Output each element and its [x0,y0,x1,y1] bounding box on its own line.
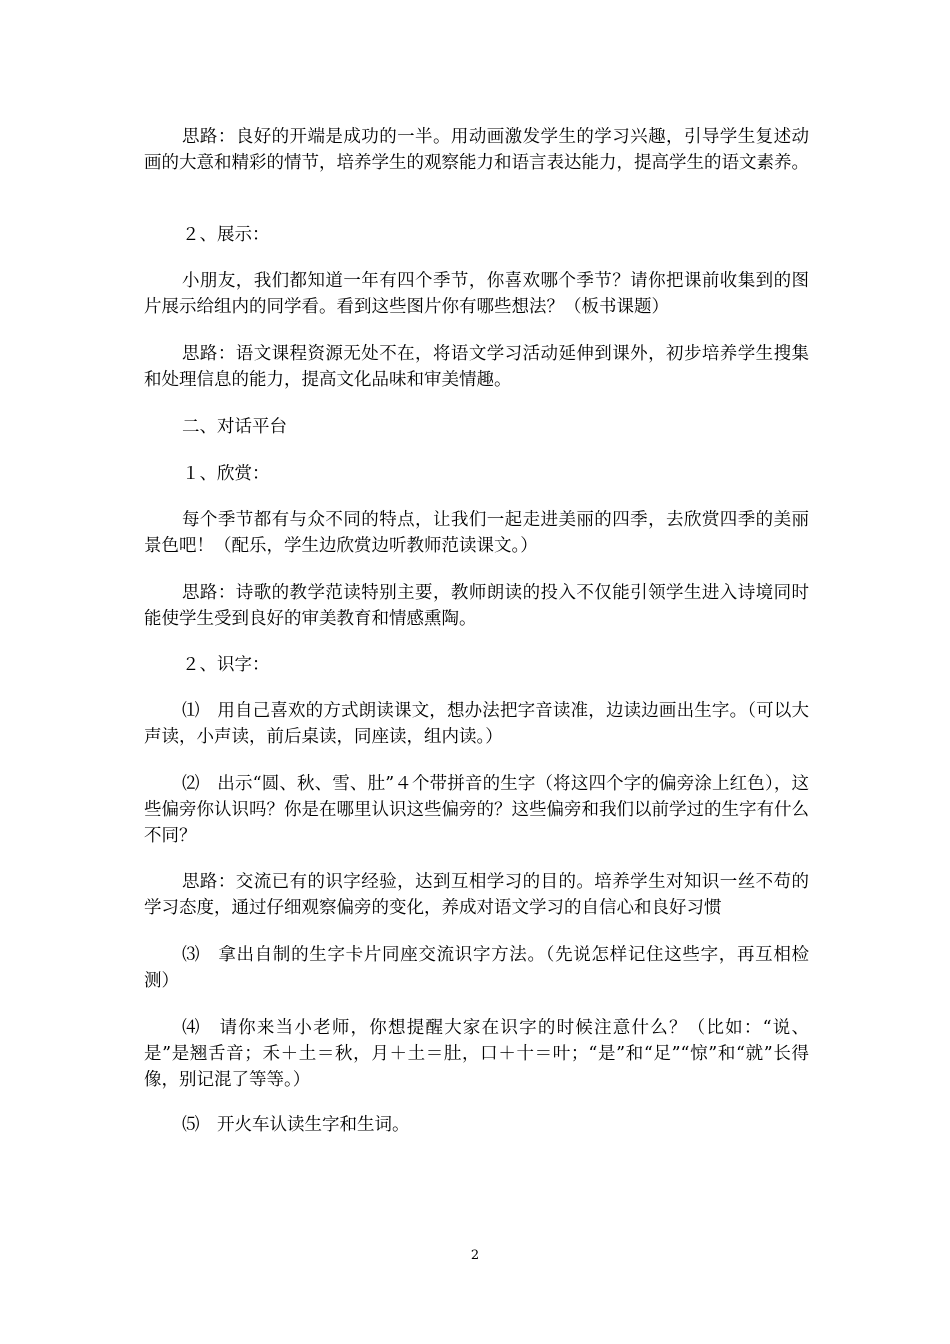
heading-dialogue-platform: 二、对话平台 [182,417,287,437]
paragraph-thinking-3: 思路：诗歌的教学范读特别主要，教师朗读的投入不仅能引领学生进入诗境同时能使学生受到良好的审美教育和情感熏陶。 [144,583,809,629]
paragraph-appreciate-seasons: 每个季节都有与众不同的特点，让我们一起走进美丽的四季，去欣赏四季的美丽景色吧！（配乐，学生边欣赏边听教师范读课文。） [144,510,809,556]
paragraph-thinking-2: 思路：语文课程资源无处不在，将语文学习活动延伸到课外，初步培养学生搜集和处理信息的能力，提高文化品味和审美情趣。 [144,344,809,390]
paragraph-step-2: ⑵ 出示“圆、秋、雪、肚”４个带拼音的生字（将这四个字的偏旁涂上红色），这些偏旁你认识吗？你是在哪里认识这些偏旁的？这些偏旁和我们以前学过的生字有什么不同？ [144,774,809,846]
paragraph-thinking-4: 思路：交流已有的识字经验，达到互相学习的目的。培养学生对知识一丝不苟的学习态度，通过仔细观察偏旁的变化，养成对语文学习的自信心和良好习惯 [144,872,809,918]
heading-literacy: ２、识字： [182,655,270,675]
paragraph-seasons-question: 小朋友，我们都知道一年有四个季节，你喜欢哪个季节？请你把课前收集到的图片展示给组内的同学看。看到这些图片你有哪些想法？（板书课题） [144,271,809,317]
paragraph-step-1: ⑴ 用自己喜欢的方式朗读课文，想办法把字音读准，边读边画出生字。（可以大声读，小声读，前后桌读，同座读，组内读。） [144,701,809,747]
page-number: 2 [470,1248,480,1263]
heading-display: ２、展示： [182,225,270,245]
paragraph-step-3: ⑶ 拿出自制的生字卡片同座交流识字方法。（先说怎样记住这些字，再互相检测） [144,945,809,991]
paragraph-step-5: ⑸ 开火车认读生字和生词。 [182,1115,410,1135]
heading-appreciate: １、欣赏： [182,464,270,484]
paragraph-thinking-1: 思路：良好的开端是成功的一半。用动画激发学生的学习兴趣，引导学生复述动画的大意和精彩的情节，培养学生的观察能力和语言表达能力，提高学生的语文素养。 [144,127,809,173]
paragraph-step-4: ⑷ 请你来当小老师，你想提醒大家在识字的时候注意什么？（比如：“说、是”是翘舌音；禾＋土＝秋，月＋土＝肚，口＋十＝叶；“是”和“足”“惊”和“就”长得像，别记混了等等。） [144,1018,809,1090]
